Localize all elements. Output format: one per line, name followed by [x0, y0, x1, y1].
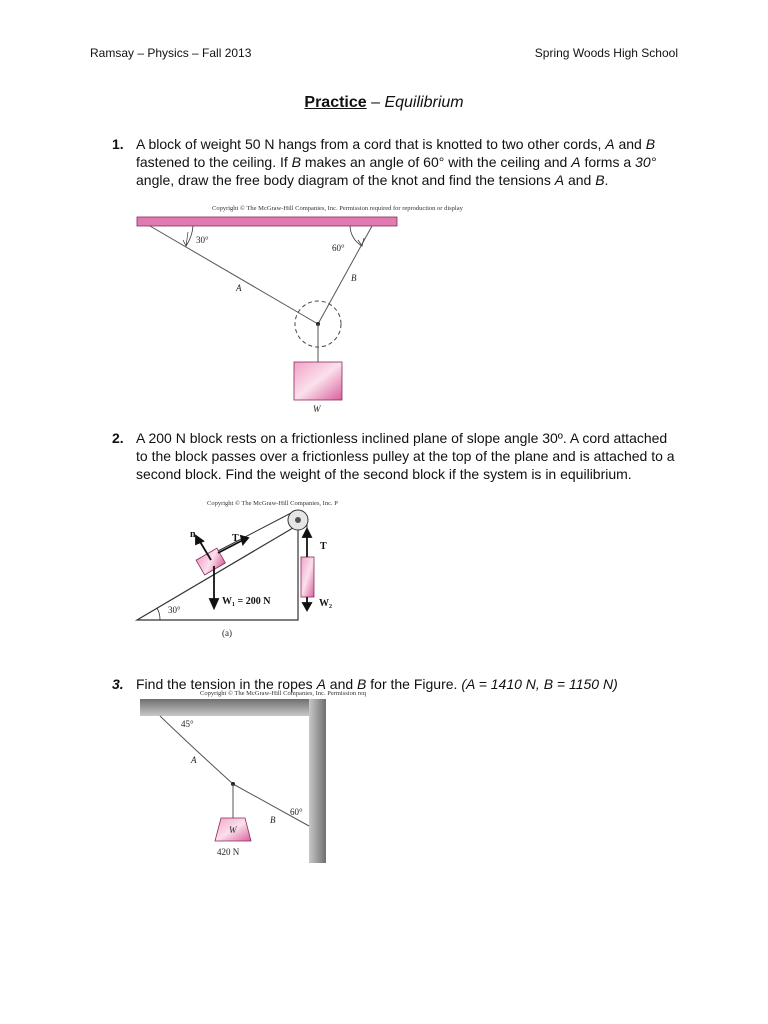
- var-b: B: [645, 136, 656, 152]
- rope-a: [160, 716, 233, 784]
- angle-label-a: 45°: [181, 719, 194, 729]
- text-run: and: [564, 172, 596, 188]
- text-run: Find the tension in the ropes: [136, 676, 317, 692]
- angle-label-b: 60°: [332, 243, 345, 253]
- label-w2: W₂: [319, 598, 332, 609]
- text-run: forms a: [580, 154, 636, 170]
- label-n: n: [190, 529, 196, 540]
- label-w1: W₁ = 200 N: [222, 596, 271, 607]
- figure-3-copyright: Copyright © The McGraw-Hill Companies, Inc. Permission req: [200, 690, 367, 697]
- label-t1: T: [232, 533, 239, 544]
- var-a: A: [605, 136, 615, 152]
- text-run: angle, draw the free body diagram of the knot and find the tensions: [136, 172, 555, 188]
- text-run: A block of weight 50 N hangs from a cord that is knotted to two other cords,: [136, 136, 606, 152]
- label-angle: 30°: [168, 605, 181, 615]
- text-run: .: [604, 172, 609, 188]
- var-b: B: [595, 172, 605, 188]
- var-b: B: [357, 676, 367, 692]
- problem-number: 1.: [112, 136, 124, 152]
- rope-label-a: A: [191, 755, 197, 765]
- weight-label: W: [229, 825, 237, 835]
- ceiling-wall: [140, 699, 326, 716]
- weight-label: W: [313, 404, 321, 414]
- title-dash: –: [366, 94, 385, 111]
- text-run: and: [614, 136, 646, 152]
- problem-number: 2.: [112, 430, 124, 446]
- header-right: Spring Woods High School: [534, 46, 678, 60]
- cord-label-a: A: [236, 283, 242, 293]
- label-t2: T: [320, 541, 327, 552]
- angle-value: 30°: [635, 154, 657, 170]
- answer: (A = 1410 N, B = 1150 N): [461, 676, 618, 692]
- problem-number: 3.: [112, 676, 124, 692]
- rope-label-b: B: [270, 815, 276, 825]
- title-main: Practice: [304, 94, 367, 111]
- cord-label-b: B: [351, 273, 357, 283]
- figure-caption: (a): [222, 628, 232, 638]
- problem-text: A 200 N block rests on a frictionless inclined plane of slope angle 30º. A cord attached to the block passes over a frictionless pulley at the top of the plane and is attached to a second block. Find the weight of the second block if the system is in equilibrium.: [136, 430, 675, 482]
- figure-2-copyright: Copyright © The McGraw-Hill Companies, Inc. P: [207, 500, 338, 507]
- text-run: and: [325, 676, 358, 692]
- var-a: A: [554, 172, 565, 188]
- figure-1-copyright: Copyright © The McGraw-Hill Companies, Inc. Permission required for reproduction or display: [212, 205, 463, 212]
- angle-label-b: 60°: [290, 807, 303, 817]
- angle-label-a: 30°: [196, 235, 209, 245]
- text-run: makes an angle of 60° with the ceiling and: [301, 154, 572, 170]
- side-wall: [309, 699, 326, 863]
- title-sub: Equilibrium: [384, 94, 464, 111]
- weight-value: 420 N: [217, 847, 240, 857]
- header-left: Ramsay – Physics – Fall 2013: [90, 46, 252, 60]
- var-a: A: [571, 154, 581, 170]
- var-a: A: [316, 676, 326, 692]
- text-run: for the Figure.: [366, 676, 462, 692]
- var-b: B: [291, 154, 301, 170]
- text-run: fastened to the ceiling. If: [136, 154, 292, 170]
